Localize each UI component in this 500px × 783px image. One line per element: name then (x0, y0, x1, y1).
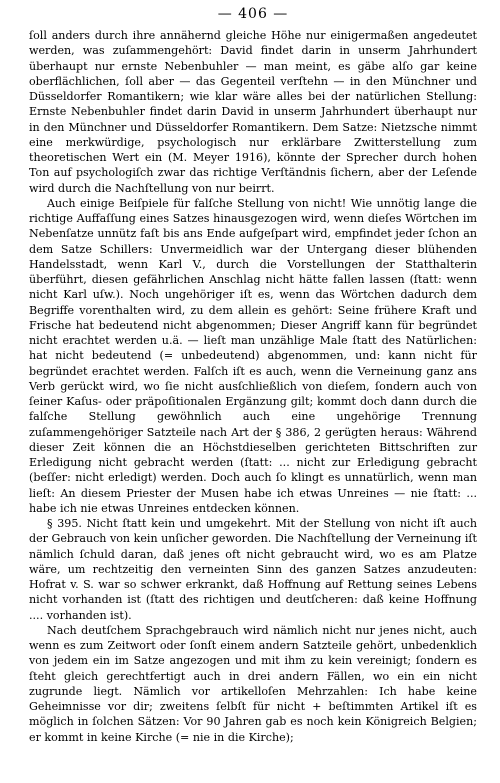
paragraph: Auch einige Beiſpiele für falſche Stellung von nicht! Wie unnötig lange die richtige Auffaſſung eines Satzes hinausgezogen wird, wenn dieſes Wörtchen im Nebenſatze unnütz faſt bis ans Ende aufgeſpart wird, empfindet jeder ſchon an dem Satze Schillers: Unvermeidlich war der Untergang dieser blühenden Handelsstadt, wenn Karl V., durch die Vorstellungen der Statthalterin überführt, diesen gefährlichen Anschlag nicht hätte fallen lassen (ſtatt: wenn nicht Karl uſw.). Noch ungehöriger iſt es, wenn das Wörtchen dadurch dem Begriffe vorenthalten wird, zu dem allein es gehört: Seine frühere Kraft und Frische hat bedeutend nicht abgenommen; Dieser Angriff kann für begründet nicht erachtet werden u.ä. — lieſt man unzählige Male ſtatt des Natürlichen: hat nicht bedeutend (= unbedeutend) abgenommen, und: kann nicht für begründet erachtet werden. Falſch iſt es auch, wenn die Verneinung ganz ans Verb gerückt wird, wo ſie nicht ausſchließlich von dieſem, ſondern auch von ſeiner Kaſus- oder präpoſitionalen Ergänzung gilt; kommt doch dann durch die falſche Stellung gewöhnlich auch eine ungehörige Trennung zuſammengehöriger Satzteile nach Art der § 386, 2 gerügten heraus: Während dieser Zeit können die an Höchstdieselben gerichteten Bittschriften zur Erledigung nicht gebracht werden (ſtatt: ... nicht zur Erledigung gebracht (beſſer: nicht erledigt) werden. Doch auch ſo klingt es unnatürlich, wenn man lieſt: An diesem Priester der Musen habe ich etwas Unreines — nie ſtatt: ... habe ich nie etwas Unreines entdecken können. (29, 196, 477, 515)
paragraph: Nach deutſchem Sprachgebrauch wird nämlich nicht nur jenes nicht, auch wenn es zum Zeitwort oder ſonſt einem andern Satzteile gehört, unbedenklich von jedem ein im Satze angezogen und mit ihm zu kein vereinigt; ſondern es ſteht gleich gerechtfertigt auch in drei andern Fällen, wo ein ein nicht zugrunde liegt. Nämlich vor artikelloſen Mehrzahlen: Ich habe keine Geheimnisse vor dir; zweitens ſelbſt für nicht + beſtimmten Artikel iſt es möglich in ſolchen Sätzen: Vor 90 Jahren gab es noch kein Königreich Belgien; er kommt in keine Kirche (= nie in die Kirche); (29, 623, 477, 744)
page-body (29, 28, 477, 745)
section-paragraph: § 395. Nicht ſtatt kein und umgekehrt. Mit der Stellung von nicht iſt auch der Gebrauch von kein unſicher geworden. Die Nachſtellung der Verneinung iſt nämlich ſchuld daran, daß jenes oft nicht gebraucht wird, wo es am Platze wäre, um rechtzeitig den verneinten Sinn des ganzen Satzes anzudeuten: Hofrat v. S. war so schwer erkrankt, daß Hoffnung auf Rettung seines Lebens nicht vorhanden ist (ſtatt des richtigen und deutſcheren: daß keine Hoffnung .... vorhanden ist). (29, 517, 477, 622)
page-number: — 406 — (217, 6, 289, 22)
paragraph: ſoll anders durch ihre annähernd gleiche Höhe nur einigermaßen angedeutet werden, was zuſammengehört: David findet darin in unserm Jahrhundert überhaupt nur ernste Nebenbuhler — man meint, es gäbe alſo gar keine oberflächlichen, ſoll aber — das Gegenteil verſtehn — in den Münchner und Düsseldorfer Romantikern; wie klar wäre alles bei der natürlichen Stellung: Ernste Nebenbuhler findet darin David in unserm Jahrhundert überhaupt nur in den Münchner und Düsseldorfer Romantikern. Dem Satze: Nietzsche nimmt eine merkwürdige, psychologisch nur erklärbare Zwitterstellung zum theoretischen Wert ein (M. Meyer 1916), könnte der Sprecher durch hohen Ton auf psychologiſch zwar das richtige Verſtändnis ſichern, aber der Leſende wird durch die Nachſtellung von nur beirrt. (29, 29, 477, 195)
